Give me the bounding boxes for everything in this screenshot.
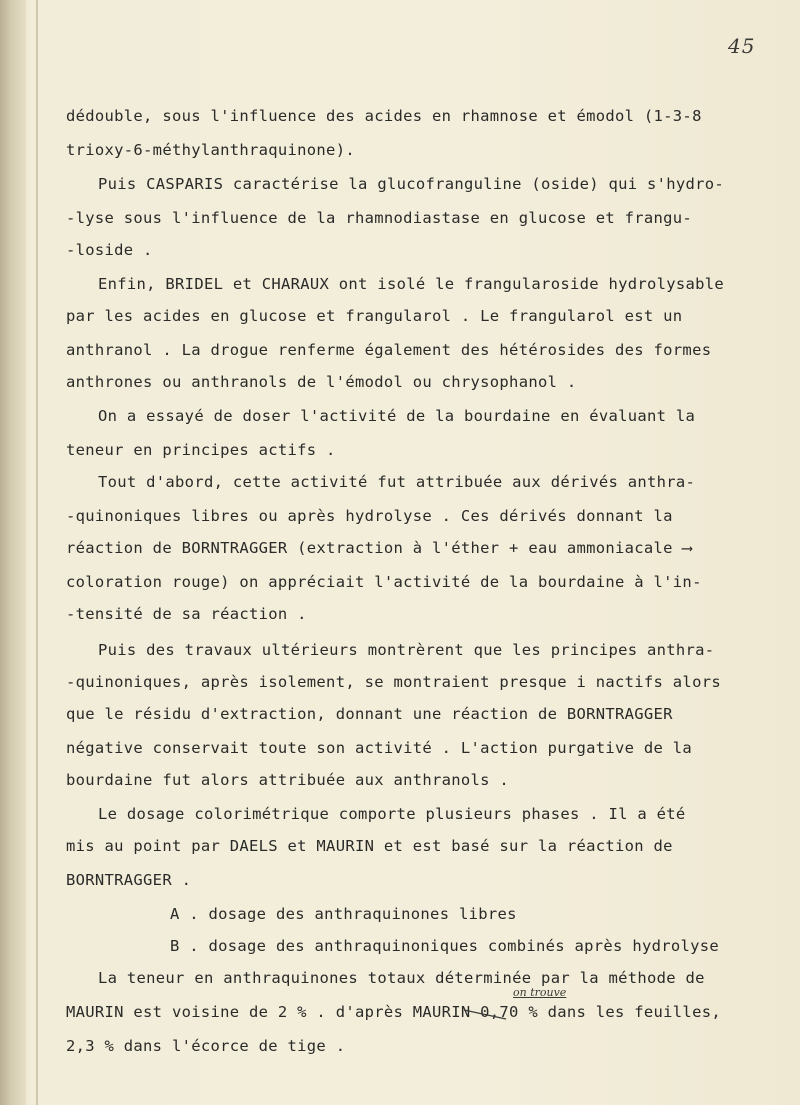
text-line: coloration rouge) on appréciait l'activité de la bourdaine à l'in- — [66, 573, 702, 591]
text-line: Puis CASPARIS caractérise la glucofranguline (oside) qui s'hydro- — [98, 175, 725, 193]
text-line: anthranol . La drogue renferme également des hétérosides des formes — [66, 341, 712, 359]
text-line: 2,3 % dans l'écorce de tige . — [66, 1037, 346, 1055]
text-line: négative conservait toute son activité . L'action purgative de la — [66, 739, 693, 757]
text-line: BORNTRAGGER . — [66, 871, 192, 889]
text-line: -loside . — [66, 241, 153, 259]
text-line: que le résidu d'extraction, donnant une réaction de BORNTRAGGER — [66, 705, 673, 723]
binding-edge — [0, 0, 26, 1105]
page-number: 45 — [728, 34, 756, 58]
text-line: Le dosage colorimétrique comporte plusieurs phases . Il a été — [98, 805, 686, 823]
text-line: On a essayé de doser l'activité de la bourdaine en évaluant la — [98, 407, 696, 425]
text-line: Puis des travaux ultérieurs montrèrent que les principes anthra- — [98, 641, 715, 659]
text-line: dédouble, sous l'influence des acides en rhamnose et émodol (1-3-8 — [66, 107, 702, 125]
text-line: Enfin, BRIDEL et CHARAUX ont isolé le frangularoside hydrolysable — [98, 275, 725, 293]
text-line: bourdaine fut alors attribuée aux anthranols . — [66, 771, 510, 789]
text-line: B . dosage des anthraquinoniques combinés après hydrolyse — [170, 937, 720, 955]
text-line: -quinoniques libres ou après hydrolyse . Ces dérivés donnant la — [66, 507, 673, 525]
text-line: trioxy-6-méthylanthraquinone). — [66, 141, 355, 159]
text-line: réaction de BORNTRAGGER (extraction à l'éther + eau ammoniacale ⟶ — [66, 539, 693, 557]
text-line: Tout d'abord, cette activité fut attribuée aux dérivés anthra- — [98, 473, 696, 491]
strikethrough-mark — [462, 1007, 508, 1021]
text-line: -lyse sous l'influence de la rhamnodiastase en glucose et frangu- — [66, 209, 693, 227]
text-line: -tensité de sa réaction . — [66, 605, 307, 623]
binding-line — [36, 0, 38, 1105]
text-line: mis au point par DAELS et MAURIN et est basé sur la réaction de — [66, 837, 673, 855]
text-line: -quinoniques, après isolement, se montraient presque i nactifs alors — [66, 673, 721, 691]
text-line: MAURIN est voisine de 2 % . d'après MAURIN 0,70 % dans les feuilles, — [66, 1003, 721, 1021]
text-line: A . dosage des anthraquinones libres — [170, 905, 517, 923]
text-line: teneur en principes actifs . — [66, 441, 336, 459]
text-line: La teneur en anthraquinones totaux déterminée par la méthode de — [98, 969, 705, 987]
handwritten-annotation: on trouve — [513, 986, 567, 999]
text-line: par les acides en glucose et frangularol . Le frangularol est un — [66, 307, 683, 325]
text-line: anthrones ou anthranols de l'émodol ou chrysophanol . — [66, 373, 577, 391]
